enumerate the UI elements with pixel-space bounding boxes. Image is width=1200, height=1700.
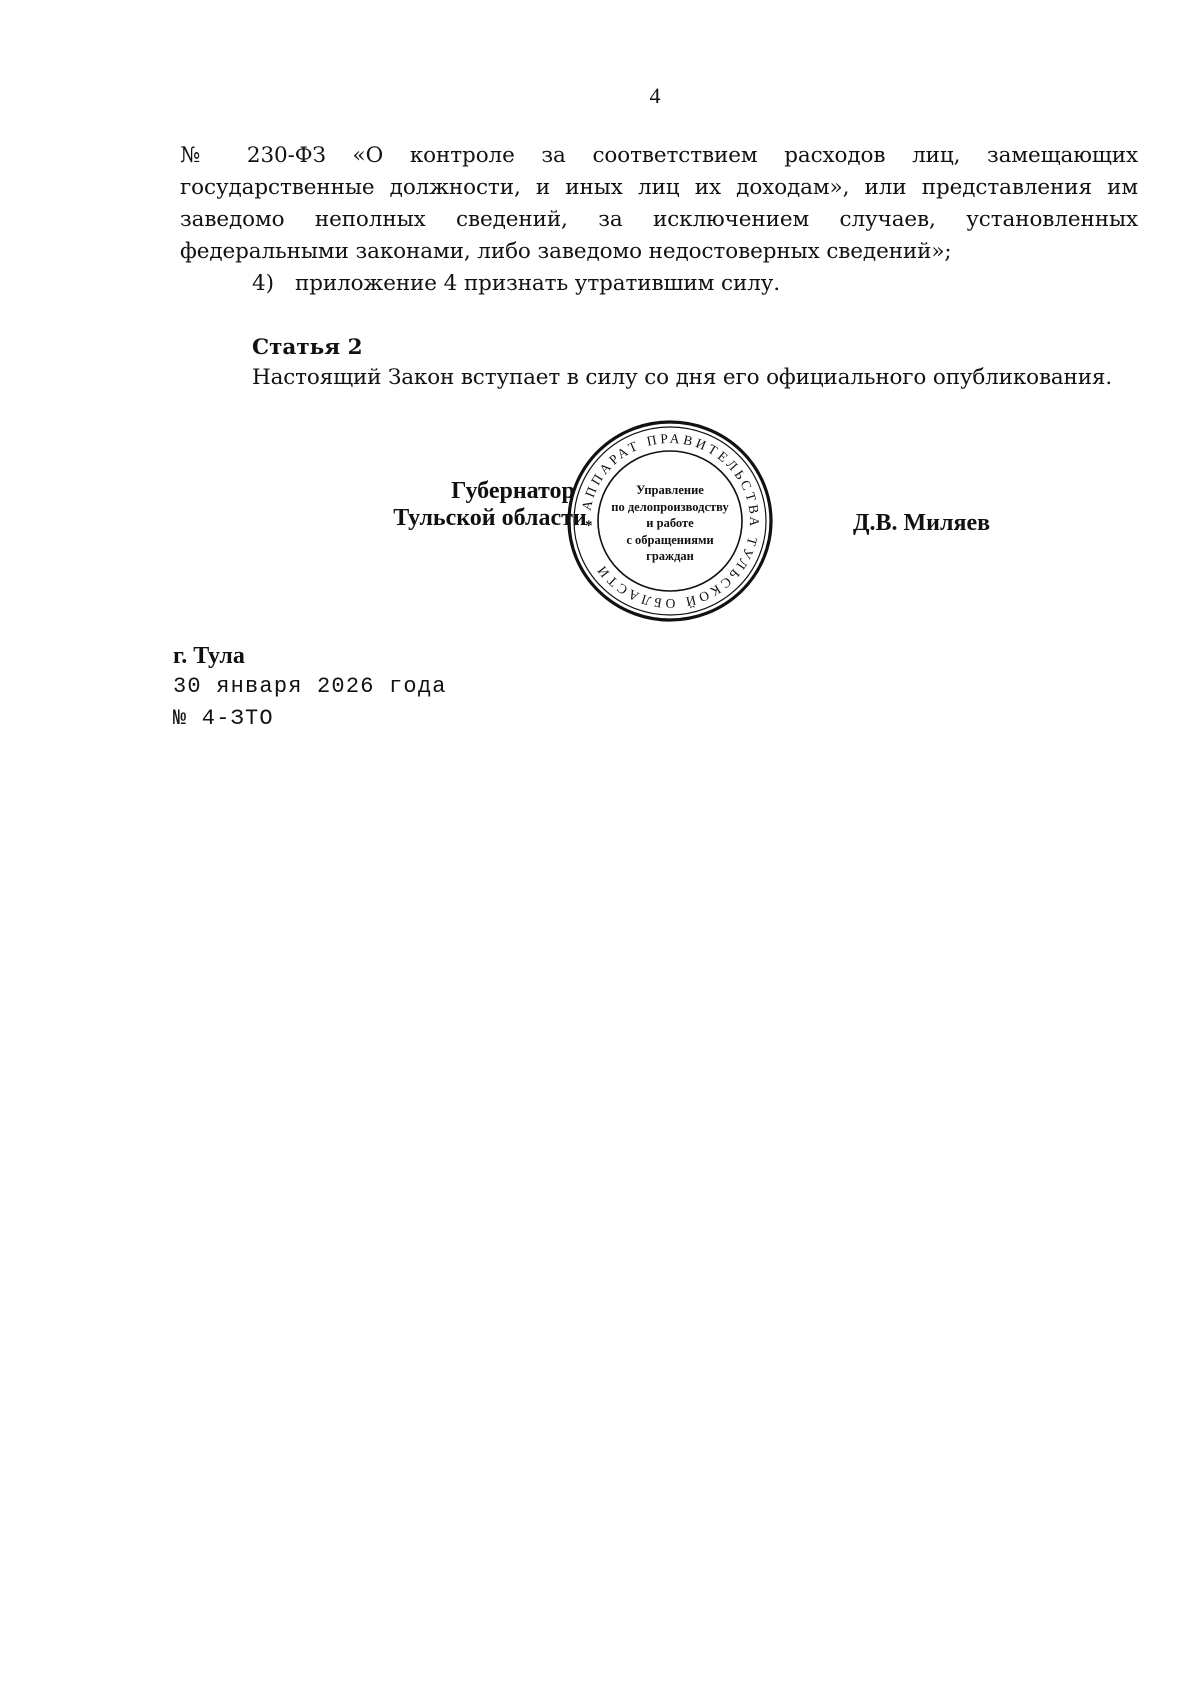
signatory-title-line2: Тульской области (393, 505, 587, 531)
stamp-inner-text (595, 482, 745, 565)
paragraph-line: государственные должности, и иных лиц их доходам», или представления им (180, 175, 1138, 200)
law-number: № 4-ЗТО (173, 706, 274, 731)
article-title: Статья 2 (252, 335, 363, 360)
paragraph-line: заведомо неполных сведений, за исключением случаев, установленных (180, 207, 1138, 232)
list-item-number: 4) (252, 271, 274, 296)
signing-date: 30 января 2026 года (173, 674, 447, 699)
official-stamp (565, 418, 775, 624)
stamp-inner-line: и работе (646, 516, 694, 530)
stamp-star-icon: * (585, 518, 593, 534)
stamp-inner-line: Управление (636, 483, 704, 497)
document-body (180, 140, 1138, 300)
list-item-text: приложение 4 признать утратившим силу. (295, 271, 781, 296)
paragraph-line: федеральными законами, либо заведомо недостоверных сведений»; (180, 239, 952, 264)
place-of-signing: г. Тула (173, 643, 245, 669)
stamp-inner-line: по делопроизводству (611, 499, 729, 514)
stamp-inner-line: граждан (646, 549, 694, 563)
page-number: 4 (649, 83, 661, 108)
stamp-inner-line: с обращениями (626, 532, 714, 547)
list-item-4 (180, 268, 1138, 300)
article-2 (252, 333, 1112, 393)
paragraph-line: № 230-ФЗ «О контроле за соответствием расходов лиц, замещающих (180, 143, 1138, 168)
document-footer (173, 642, 447, 735)
signatory-title-line1: Губернатор (451, 478, 575, 504)
stamp-ring-text: АППАРАТ ПРАВИТЕЛЬСТВА ТУЛЬСКОЙ ОБЛАСТИ (578, 430, 763, 612)
signatory-name: Д.В. Миляев (853, 510, 991, 536)
article-text: Настоящий Закон вступает в силу со дня его официального опубликования. (252, 365, 1113, 390)
continued-paragraph (180, 140, 1138, 268)
